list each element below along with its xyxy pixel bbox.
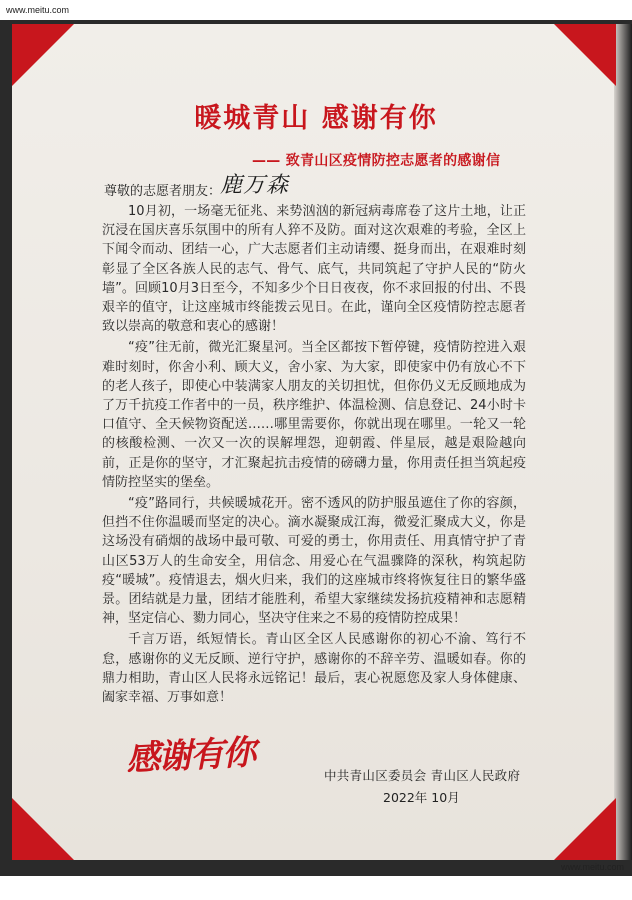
letter-body [102,202,526,709]
paper-edge-shadow [614,24,632,860]
salutation: 尊敬的志愿者朋友： [104,184,222,199]
paragraph: 10月初，一场毫无征兆、来势汹汹的新冠病毒席卷了这片土地，让正沉浸在国庆喜乐氛围中的所有人猝不及防。面对这次艰难的考验，全区上下闻令而动、团结一心，广大志愿者们主动请缨、挺身而出，在艰难时刻彰显了全区各族人民的志气、骨气、底气，共同筑起了守护人民的“防火墙”。回顾10月3日至今，不知多少个日日夜夜，你不求回报的付出、不畏艰辛的值守，让这座城市终能拨云见日。在此，谨向全区疫情防控志愿者致以崇高的敬意和衷心的感谢！ [102,204,526,335]
paragraph: 千言万语，纸短情长。青山区全区人民感谢你的初心不渝、笃行不怠，感谢你的义无反顾、逆行守护，感谢你的不辞辛劳、温暖如春。你的鼎力相助，青山区人民将永远铭记！最后，衷心祝愿您及家人身体健康、阖家幸福、万事如意！ [102,632,526,706]
top-strip [0,0,632,20]
paragraph: “疫”往无前，微光汇聚星河。当全区都按下暂停键，疫情防控进入艰难时刻时，你舍小利、顾大义，舍小家、为大家，即使家中仍有放心不下的老人孩子，即使心中装满家人朋友的关切担忧，但你仍义无反顾地成为了万千抗疫工作者中的一员，秩序维护、体温检测、信息登记、24小时卡口值守、全天候物资配送……哪里需要你，你就出现在哪里。一轮又一轮的核酸检测、一次又一次的误解埋怨，迎朝霞、伴星辰，越是艰险越向前，正是你的坚守，才汇聚起抗击疫情的磅礴力量，你用责任担当筑起疫情防控坚实的堡垒。 [102,340,526,490]
red-corner-bottom-left [12,798,74,860]
red-corner-bottom-right [554,798,616,860]
letter-title: 暖城青山 感谢有你 [194,103,438,134]
signatories: 中共青山区委员会 青山区人民政府 [324,768,521,783]
letter-subtitle: —— 致青山区疫情防控志愿者的感谢信 [252,153,501,169]
watermark-bottom: www.meitu.com [560,862,624,872]
paragraph: “疫”路同行，共候暖城花开。密不透风的防护服虽遮住了你的容颜，但挡不住你温暖而坚定的决心。滴水凝聚成江海，微爱汇聚成大义，你是这场没有硝烟的战场中最可敬、可爱的勇士，你用责任、用真情守护了青山区53万人的生命安全，用信念、用爱心在气温骤降的深秋，构筑起防疫“暖城”。疫情退去，烟火归来，我们的这座城市终将恢复往日的繁华盛景。团结就是力量，团结才能胜利，希望大家继续发扬抗疫精神和志愿精神，坚定信心、勠力同心，坚决守住来之不易的疫情防控成果！ [102,496,526,627]
red-corner-top-right [554,24,616,86]
thanks-calligraphy: 感谢有你 [125,732,256,780]
red-corner-top-left [12,24,74,86]
watermark-top: www.meitu.com [6,5,70,15]
letter-date: 2022年 10月 [383,790,460,805]
handwritten-recipient-name: 鹿万森 [220,173,290,198]
